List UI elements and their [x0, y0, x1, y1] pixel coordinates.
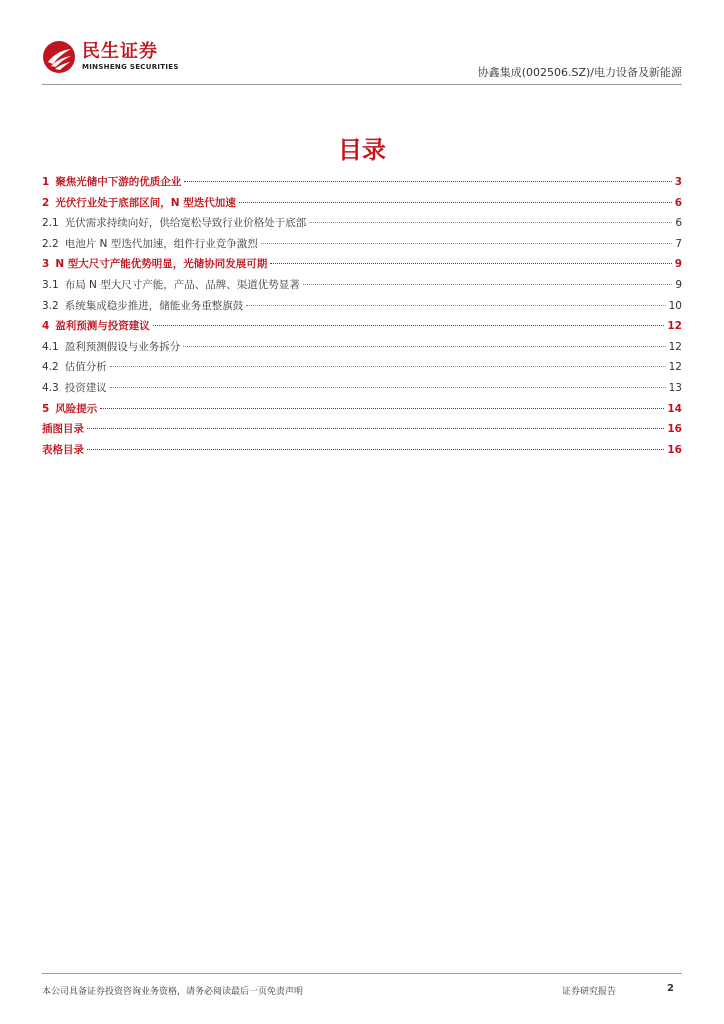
- toc-entry-page: 16: [667, 443, 682, 456]
- table-of-contents: [42, 174, 682, 462]
- header-divider: [42, 84, 682, 85]
- toc-entry-page: 12: [667, 320, 682, 333]
- toc-leader-dots: [87, 428, 664, 429]
- toc-entry-title: 插图目录: [42, 423, 84, 436]
- toc-entry-page: 16: [667, 423, 682, 436]
- toc-entry-number: 3.2: [42, 299, 59, 312]
- toc-entry[interactable]: [42, 318, 682, 339]
- toc-entry-title: 盈利预测假设与业务拆分: [64, 340, 181, 353]
- toc-entry-number: 4.3: [42, 381, 59, 394]
- toc-leader-dots: [87, 449, 664, 450]
- toc-entry-page: 10: [668, 299, 682, 312]
- toc-entry-title: N 型大尺寸产能优势明显，光储协同发展可期: [55, 258, 268, 271]
- toc-entry[interactable]: [42, 421, 682, 442]
- footer-divider: [42, 973, 682, 974]
- toc-entry[interactable]: [42, 174, 682, 195]
- toc-entry[interactable]: [42, 195, 682, 216]
- toc-entry[interactable]: [42, 359, 682, 380]
- company-logo: [42, 40, 179, 74]
- toc-entry-title: 光伏需求持续向好，供给宽松导致行业价格处于底部: [64, 217, 307, 230]
- toc-leader-dots: [239, 202, 672, 203]
- toc-entry-title: 聚焦光储中下游的优质企业: [55, 176, 182, 188]
- toc-leader-dots: [184, 181, 671, 182]
- toc-leader-dots: [270, 263, 671, 264]
- logo-chinese-name: 民生证券: [82, 41, 158, 62]
- toc-entry-page: 6: [675, 217, 682, 230]
- toc-entry-page: 12: [668, 340, 682, 353]
- toc-entry-page: 14: [667, 402, 682, 415]
- toc-entry-page: 7: [675, 237, 682, 250]
- logo-english-name: MINSHENG SECURITIES: [82, 63, 179, 71]
- toc-entry-page: 3: [674, 176, 682, 188]
- page-header: [42, 40, 682, 84]
- toc-leader-dots: [309, 222, 672, 223]
- toc-title: 目录: [338, 136, 386, 164]
- toc-leader-dots: [246, 305, 665, 306]
- toc-entry-number: 2.1: [42, 217, 59, 230]
- toc-entry[interactable]: [42, 380, 682, 401]
- toc-entry-title: 估值分析: [64, 361, 107, 374]
- toc-leader-dots: [100, 408, 664, 409]
- toc-entry-title: 盈利预测与投资建议: [55, 320, 150, 333]
- toc-entry[interactable]: [42, 215, 682, 236]
- toc-entry-number: 3: [42, 258, 50, 271]
- toc-leader-dots: [110, 366, 666, 367]
- toc-entry-number: 4.1: [42, 340, 59, 353]
- toc-entry-number: 5: [42, 402, 50, 415]
- toc-entry-number: 2: [42, 196, 50, 209]
- toc-entry-page: 12: [668, 361, 682, 374]
- toc-entry-number: 4: [42, 320, 50, 333]
- toc-entry-title: 风险提示: [55, 402, 98, 415]
- toc-entry[interactable]: [42, 339, 682, 360]
- toc-entry-title: 表格目录: [42, 443, 84, 456]
- toc-leader-dots: [110, 387, 666, 388]
- toc-entry[interactable]: [42, 277, 682, 298]
- toc-entry-number: 2.2: [42, 237, 59, 250]
- minsheng-logo-icon: [42, 40, 76, 74]
- page-number: 2: [667, 983, 674, 994]
- toc-entry-title: 布局 N 型大尺寸产能，产品、品牌、渠道优势显著: [64, 278, 300, 291]
- toc-entry[interactable]: [42, 401, 682, 422]
- toc-entry-page: 13: [668, 381, 682, 394]
- toc-leader-dots: [261, 243, 673, 244]
- footer-disclaimer: 本公司具备证券投资咨询业务资格，请务必阅读最后一页免责声明: [42, 987, 304, 997]
- toc-leader-dots: [303, 284, 673, 285]
- toc-entry-number: 1: [42, 176, 50, 188]
- toc-entry-page: 9: [674, 258, 682, 271]
- toc-entry-number: 4.2: [42, 361, 59, 374]
- toc-entry[interactable]: [42, 442, 682, 463]
- toc-entry-title: 电池片 N 型迭代加速，组件行业竞争激烈: [64, 237, 258, 250]
- toc-leader-dots: [153, 325, 665, 326]
- toc-entry-title: 投资建议: [64, 381, 107, 394]
- toc-entry[interactable]: [42, 236, 682, 257]
- toc-entry-title: 光伏行业处于底部区间，N 型迭代加速: [55, 196, 236, 209]
- toc-entry-page: 9: [675, 278, 682, 291]
- toc-leader-dots: [183, 346, 665, 347]
- toc-entry-page: 6: [674, 196, 682, 209]
- toc-entry[interactable]: [42, 298, 682, 319]
- toc-entry[interactable]: [42, 256, 682, 277]
- footer-report-type: 证券研究报告: [562, 987, 617, 997]
- toc-entry-number: 3.1: [42, 278, 59, 291]
- report-subject: 协鑫集成(002506.SZ)/电力设备及新能源: [477, 66, 682, 79]
- toc-entry-title: 系统集成稳步推进，储能业务重整旗鼓: [64, 299, 244, 312]
